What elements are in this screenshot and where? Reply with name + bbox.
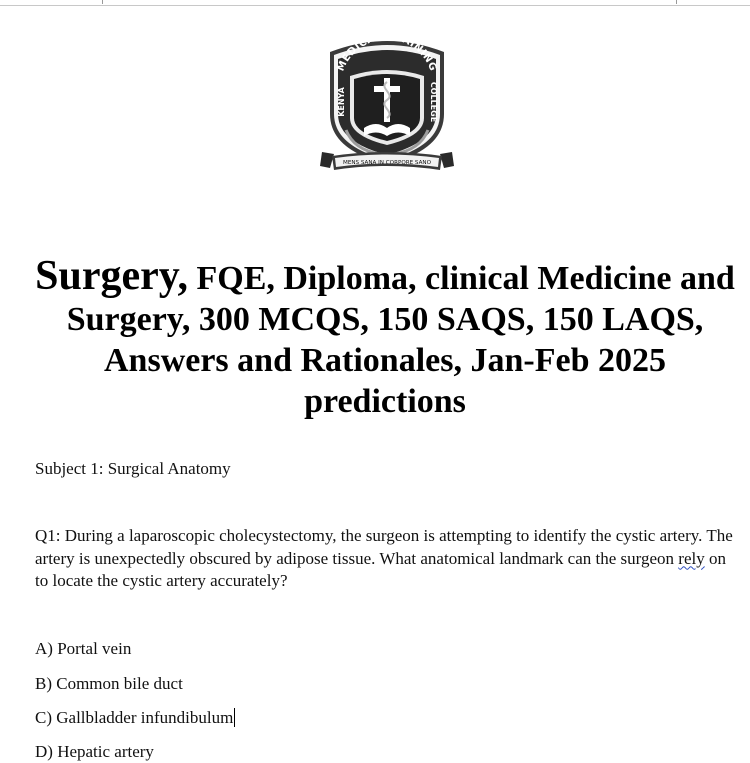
document-title bbox=[30, 253, 740, 422]
svg-text:COLLEGE: COLLEGE bbox=[429, 81, 438, 123]
answer-option-b: B) Common bile duct bbox=[35, 674, 183, 693]
svg-text:MENS SANA IN CORPORE SANO: MENS SANA IN CORPORE SANO bbox=[343, 160, 431, 166]
svg-text:MEDICAL TRAINING: MEDICAL TRAINING bbox=[335, 32, 439, 73]
answer-option-d: D) Hepatic artery bbox=[35, 742, 154, 761]
title-lead: Surgery, bbox=[35, 253, 188, 299]
title-rest: FQE, Diploma, clinical Medicine and Surgery, 300 MCQS, 150 SAQS, 150 LAQS, Answers and Rationales, Jan-Feb 2025 predictions bbox=[66, 260, 735, 420]
ruler-tick bbox=[102, 0, 103, 4]
svg-text:KENYA: KENYA bbox=[337, 87, 346, 117]
answer-option-c-text: C) Gallbladder infundibulum bbox=[35, 708, 234, 727]
answer-option-c[interactable] bbox=[35, 707, 235, 729]
college-logo bbox=[320, 32, 454, 178]
subject-heading: Subject 1: Surgical Anatomy bbox=[35, 459, 231, 478]
document-top-edge bbox=[0, 0, 750, 6]
question-tail: on to locate the cystic artery accurately? bbox=[35, 548, 726, 590]
question-text bbox=[35, 525, 740, 593]
college-crest-icon bbox=[320, 32, 454, 178]
answer-option-a: A) Portal vein bbox=[35, 639, 132, 658]
text-cursor bbox=[234, 708, 235, 727]
spellcheck-flagged-word[interactable]: rely bbox=[678, 548, 705, 568]
ruler-tick bbox=[676, 0, 677, 4]
question-body: Q1: During a laparoscopic cholecystectomy, the surgeon is attempting to identify the cystic artery. The artery is unexpectedly obscured by adipose tissue. What anatomical landmark can the surgeon bbox=[35, 526, 733, 568]
